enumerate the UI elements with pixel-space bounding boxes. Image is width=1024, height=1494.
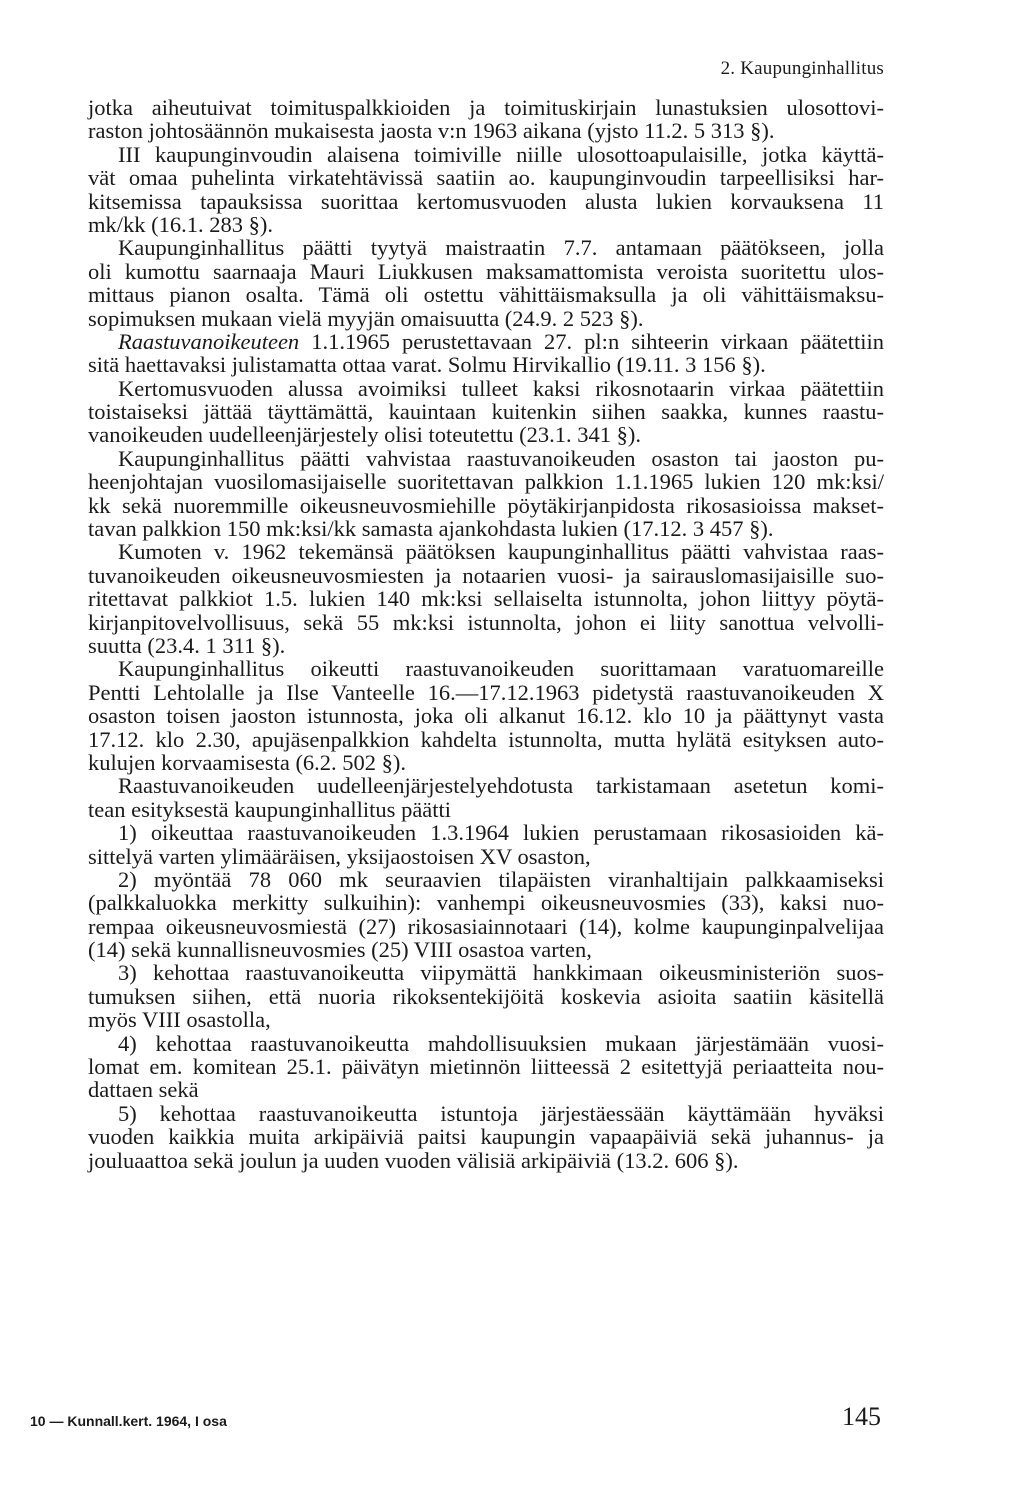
text-line: Kaupunginhallitus oikeutti raastuvanoikeuden suorittamaan varatuomareille bbox=[118, 656, 884, 682]
text-line: myös VIII osastolla, bbox=[88, 1007, 271, 1033]
body-text bbox=[88, 96, 884, 1172]
text-line: mittaus pianon osalta. Tämä oli ostettu vähittäismaksulla ja oli vähittäismaksu- bbox=[88, 282, 884, 308]
text-line: kulujen korvaamisesta (6.2. 502 §). bbox=[88, 749, 407, 775]
text-line: sitä haettavaksi julistamatta ottaa varat. Solmu Hirvikallio (19.11. 3 156 §). bbox=[88, 352, 766, 378]
text-line: Raastuvanoikeuden uudelleenjärjestelyehdotusta tarkistamaan asetetun komi- bbox=[118, 773, 884, 799]
text-line: 17.12. klo 2.30, apujäsenpalkkion kahdelta istunnolta, mutta hylätä esityksen auto- bbox=[88, 726, 884, 752]
text-line: Kaupunginhallitus päätti vahvistaa raastuvanoikeuden osaston tai jaoston pu- bbox=[118, 445, 884, 471]
text-line: mk/kk (16.1. 283 §). bbox=[88, 211, 273, 237]
text-line: 3) kehottaa raastuvanoikeutta viipymättä hankkimaan oikeusministeriön suos- bbox=[118, 960, 884, 986]
text-line: kirjanpitovelvollisuus, sekä 55 mk:ksi istunnolta, johon ei liity sanottua velvolli- bbox=[88, 609, 884, 635]
text-line: oli kumottu saarnaaja Mauri Liukkusen maksamattomista veroista suoritettu ulos- bbox=[88, 258, 884, 284]
page-number: 145 bbox=[842, 1402, 881, 1431]
text-line: heenjohtajan vuosilomasijaiselle suoritettavan palkkion 1.1.1965 lukien 120 mk:ksi/ bbox=[88, 469, 884, 495]
text-line: osaston toisen jaoston istunnosta, joka oli alkanut 16.12. klo 10 ja päättynyt vasta bbox=[88, 703, 884, 729]
text-line: kitsemissa tapauksissa suorittaa kertomusvuoden alusta lukien korvauksena 11 bbox=[88, 188, 884, 214]
text-line: (14) sekä kunnallisneuvosmies (25) VIII osastoa varten, bbox=[88, 937, 592, 963]
text-line: kk sekä nuoremmille oikeusneuvosmiehille pöytäkirjanpidosta rikosasioissa makset- bbox=[88, 492, 884, 518]
text-line: jotka aiheutuivat toimituspalkkioiden ja toimituskirjain lunastuksien ulosottovi- bbox=[88, 95, 884, 120]
text-line: raston johtosäännön mukaisesta jaosta v:n 1963 aikana (yjsto 11.2. 5 313 §). bbox=[88, 118, 775, 144]
text-line: 5) kehottaa raastuvanoikeutta istuntoja järjestäessään käyttämään hyväksi bbox=[118, 1100, 884, 1126]
text-line: vät omaa puhelinta virkatehtävissä saatiin ao. kaupunginvoudin tarpeellisiksi har- bbox=[88, 165, 884, 191]
text-line: tean esityksestä kaupunginhallitus päätti bbox=[88, 796, 452, 822]
text-line: tavan palkkion 150 mk:ksi/kk samasta ajankohdasta lukien (17.12. 3 457 §). bbox=[88, 516, 774, 542]
text-line: Raastuvanoikeuteen 1.1.1965 perustettavaan 27. pl:n sihteerin virkaan päätettiin bbox=[118, 328, 884, 354]
text-line: Kumoten v. 1962 tekemänsä päätöksen kaupunginhallitus päätti vahvistaa raas- bbox=[118, 539, 884, 565]
italic-term: Raastuvanoikeuteen bbox=[118, 328, 300, 354]
text-line: sittelyä varten ylimääräisen, yksijaostoisen XV osaston, bbox=[88, 843, 591, 869]
text-line: rempaa oikeusneuvosmiestä (27) rikosasiainnotaari (14), kolme kaupunginpalvelijaa bbox=[88, 913, 884, 939]
text-line: sopimuksen mukaan vielä myyjän omaisuutta (24.9. 2 523 §). bbox=[88, 305, 644, 331]
text-line: 1) oikeuttaa raastuvanoikeuden 1.3.1964 lukien perustamaan rikosasioiden kä- bbox=[118, 820, 884, 846]
text-line: dattaen sekä bbox=[88, 1077, 199, 1103]
text-line: 4) kehottaa raastuvanoikeutta mahdollisuuksien mukaan järjestämään vuosi- bbox=[118, 1030, 884, 1056]
text-line: Pentti Lehtolalle ja Ilse Vanteelle 16.—17.12.1963 pidetystä raastuvanoikeuden X bbox=[88, 679, 884, 705]
text-line: Kertomusvuoden alussa avoimiksi tulleet kaksi rikosnotaarin virkaa päätettiin bbox=[118, 375, 884, 401]
text-line: jouluaattoa sekä joulun ja uuden vuoden välisiä arkipäiviä (13.2. 606 §). bbox=[88, 1147, 739, 1173]
text-line: tumuksen siihen, että nuoria rikoksentekijöitä koskevia asioita saatiin käsitellä bbox=[88, 983, 884, 1009]
text-line: lomat em. komitean 25.1. päivätyn mietinnön liitteessä 2 esitettyjä periaatteita nou- bbox=[88, 1054, 884, 1080]
text-line: toistaiseksi jättää täyttämättä, kauintaan kuitenkin siihen saakka, kunnes raastu- bbox=[88, 399, 884, 425]
text-line: III kaupunginvoudin alaisena toimiville niille ulosottoapulaisille, jotka käyttä- bbox=[118, 141, 884, 167]
text-line: Kaupunginhallitus päätti tyytyä maistraatin 7.7. antamaan päätökseen, jolla bbox=[118, 235, 884, 261]
text-line: 2) myöntää 78 060 mk seuraavien tilapäisten viranhaltijain palkkaamiseksi bbox=[118, 866, 884, 892]
text-line: vanoikeuden uudelleenjärjestely olisi toteutettu (23.1. 341 §). bbox=[88, 422, 641, 448]
text-line: (palkkaluokka merkitty sulkuihin): vanhempi oikeusneuvosmies (33), kaksi nuo- bbox=[88, 890, 884, 916]
running-header: 2. Kaupunginhallitus bbox=[720, 58, 884, 79]
footer-note: 10 — Kunnall.kert. 1964, I osa bbox=[30, 1413, 227, 1429]
text-line: vuoden kaikkia muita arkipäiviä paitsi kaupungin vapaapäiviä sekä juhannus- ja bbox=[88, 1124, 884, 1150]
text-line: suutta (23.4. 1 311 §). bbox=[88, 632, 286, 658]
text-line: ritettavat palkkiot 1.5. lukien 140 mk:ksi sellaiselta istunnolta, johon liittyy pöytä- bbox=[88, 586, 884, 612]
text-line: tuvanoikeuden oikeusneuvosmiesten ja notaarien vuosi- ja sairauslomasijaisille suo- bbox=[88, 562, 884, 588]
